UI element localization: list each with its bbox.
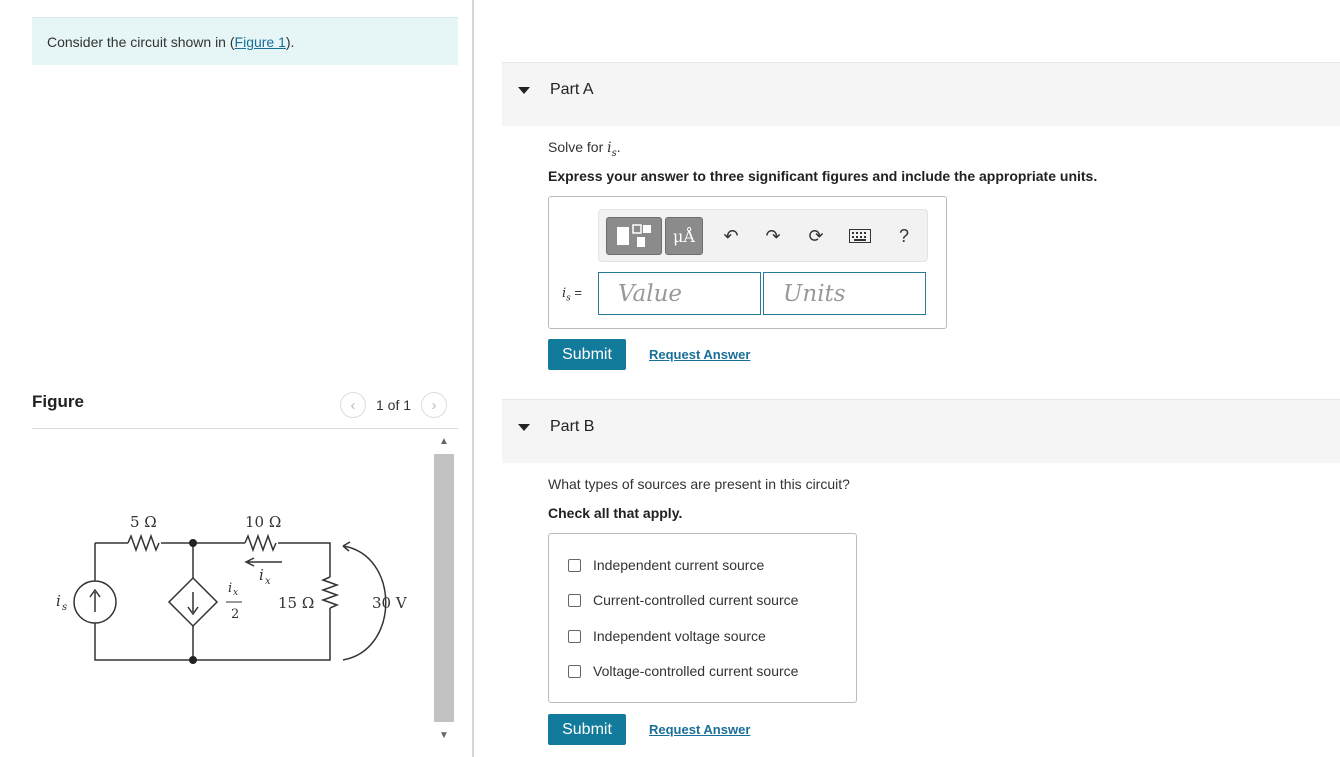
prompt-text-end: ). bbox=[285, 34, 295, 50]
help-button[interactable]: ? bbox=[898, 225, 909, 246]
figure-page-count: 1 of 1 bbox=[376, 397, 412, 413]
resistor-5-ohm bbox=[128, 536, 159, 550]
scroll-up-icon[interactable]: ▲ bbox=[439, 436, 449, 447]
collapse-caret-icon bbox=[518, 87, 530, 94]
option-label: Voltage-controlled current source bbox=[593, 663, 799, 679]
pane-divider[interactable] bbox=[472, 0, 474, 757]
label-5-ohm: 5 Ω bbox=[130, 513, 157, 531]
collapse-caret-icon bbox=[518, 424, 530, 431]
part-a-header[interactable] bbox=[502, 62, 1340, 126]
figure-link[interactable]: Figure 1 bbox=[234, 34, 286, 50]
value-placeholder: Value bbox=[618, 281, 682, 307]
part-b-submit-button[interactable]: Submit bbox=[548, 714, 626, 745]
option-label: Independent voltage source bbox=[593, 628, 766, 644]
option-current-controlled-current-source[interactable] bbox=[568, 592, 798, 608]
part-b-request-answer-link[interactable]: Request Answer bbox=[649, 722, 751, 737]
option-label: Current-controlled current source bbox=[593, 592, 799, 608]
option-label: Independent current source bbox=[593, 557, 765, 573]
figure-divider bbox=[32, 428, 458, 429]
answer-var: i bbox=[562, 286, 567, 301]
part-b-instruction: Check all that apply. bbox=[548, 505, 683, 521]
var-sub-s: s bbox=[611, 147, 617, 159]
redo-button[interactable] bbox=[755, 217, 791, 255]
units-placeholder: Units bbox=[783, 281, 846, 307]
label-ix: i bbox=[259, 566, 264, 584]
value-input[interactable] bbox=[598, 272, 761, 315]
templates-button[interactable] bbox=[606, 217, 662, 255]
template-icon bbox=[607, 218, 661, 254]
figure-pager bbox=[340, 392, 447, 418]
figure-title: Figure bbox=[32, 392, 84, 411]
reset-icon: ⟳ bbox=[808, 225, 824, 246]
equals-sign: = bbox=[574, 285, 583, 300]
figure-scrollbar[interactable] bbox=[434, 432, 454, 748]
var-i: i bbox=[607, 140, 612, 156]
resistor-10-ohm bbox=[245, 536, 276, 550]
question-period: . bbox=[616, 139, 621, 155]
part-b-title: Part B bbox=[550, 418, 595, 435]
option-independent-voltage-source[interactable] bbox=[568, 628, 766, 644]
label-frac-num-sub: x bbox=[233, 588, 239, 598]
math-toolbar bbox=[598, 209, 928, 262]
label-frac-den: 2 bbox=[231, 607, 240, 622]
part-a-instruction: Express your answer to three significant figures and include the appropriate units. bbox=[548, 168, 1098, 184]
checkbox[interactable] bbox=[568, 559, 581, 572]
chevron-right-icon: › bbox=[431, 396, 437, 414]
part-b-header[interactable] bbox=[502, 399, 1340, 463]
next-figure-button[interactable] bbox=[421, 392, 447, 418]
problem-statement bbox=[32, 17, 458, 65]
circuit-diagram bbox=[50, 500, 420, 680]
answer-var-sub: s bbox=[566, 293, 571, 304]
undo-button[interactable] bbox=[713, 217, 749, 255]
reset-button[interactable] bbox=[798, 217, 834, 255]
prompt-text: Consider the circuit shown in ( bbox=[47, 34, 235, 50]
chevron-left-icon: ‹ bbox=[350, 396, 356, 414]
checkbox[interactable] bbox=[568, 594, 581, 607]
label-10-ohm: 10 Ω bbox=[245, 513, 282, 531]
part-a-submit-button[interactable]: Submit bbox=[548, 339, 626, 370]
option-independent-current-source[interactable] bbox=[568, 557, 764, 573]
label-30-v: 30 V bbox=[372, 594, 407, 612]
scroll-down-icon[interactable]: ▼ bbox=[439, 730, 449, 741]
checkbox[interactable] bbox=[568, 630, 581, 643]
label-is-sub: s bbox=[62, 602, 68, 613]
undo-icon: ↶ bbox=[723, 225, 739, 246]
keyboard-icon bbox=[849, 229, 871, 243]
part-a-question bbox=[548, 139, 621, 159]
resistor-15-ohm bbox=[323, 577, 337, 608]
prev-figure-button[interactable] bbox=[340, 392, 366, 418]
label-frac-num: i bbox=[228, 581, 233, 596]
checkbox[interactable] bbox=[568, 665, 581, 678]
label-ix-sub: x bbox=[265, 576, 271, 587]
option-voltage-controlled-current-source[interactable] bbox=[568, 663, 798, 679]
part-a-request-answer-link[interactable]: Request Answer bbox=[649, 347, 751, 362]
answer-variable-label bbox=[562, 285, 582, 304]
units-button[interactable]: μÅ bbox=[665, 217, 703, 255]
scroll-thumb[interactable] bbox=[434, 454, 454, 722]
part-a-question-text: Solve for bbox=[548, 139, 608, 155]
answer-box bbox=[548, 196, 947, 329]
redo-icon: ↷ bbox=[765, 225, 781, 246]
units-input[interactable] bbox=[763, 272, 926, 315]
label-is: i bbox=[56, 592, 61, 610]
part-b-question: What types of sources are present in this circuit? bbox=[548, 476, 850, 492]
options-box bbox=[548, 533, 857, 703]
keyboard-button[interactable] bbox=[841, 217, 879, 255]
label-15-ohm: 15 Ω bbox=[278, 594, 315, 612]
part-a-title: Part A bbox=[550, 81, 594, 98]
